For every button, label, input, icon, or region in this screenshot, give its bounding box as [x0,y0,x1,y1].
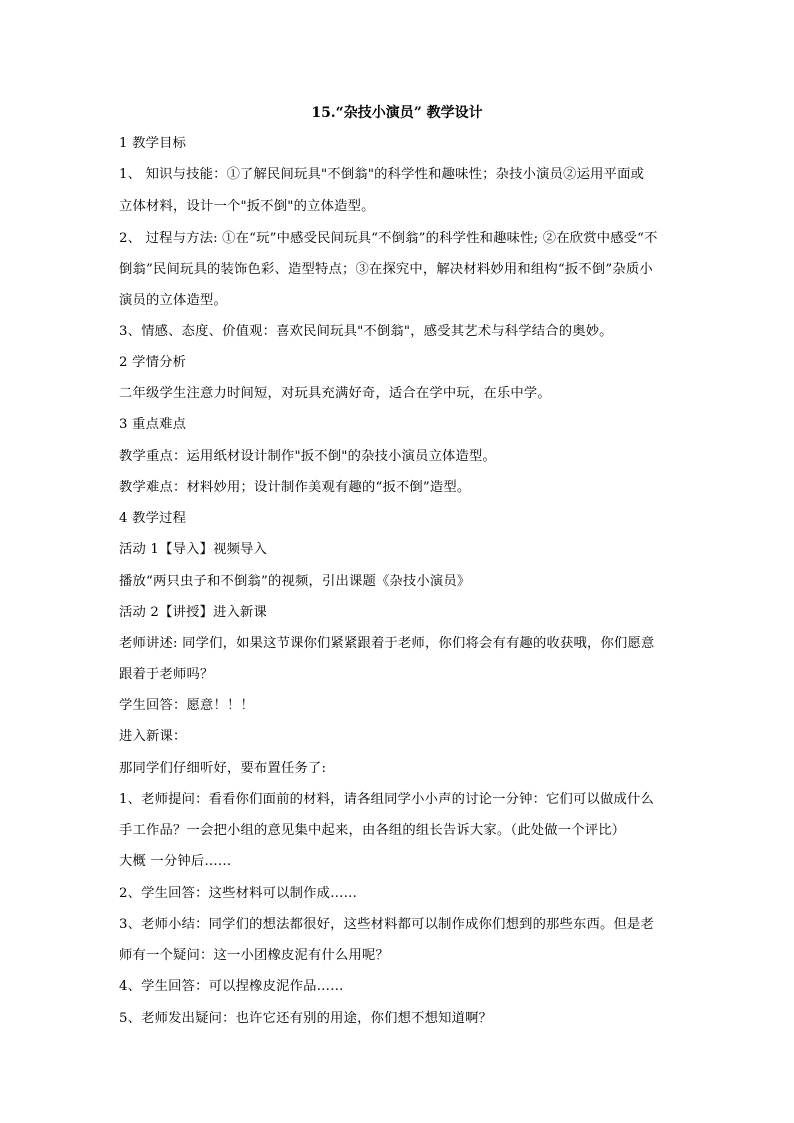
key-point-line: 教学重点：运用纸材设计制作"扳不倒"的杂技小演员立体造型。 [119,449,497,464]
new-lesson-line: 进入新课： [119,729,187,744]
objective-knowledge-line-2: 立体材料，设计一个"扳不倒"的立体造型。 [119,199,375,214]
activity-1-heading: 活动 1【导入】视频导入 [119,542,268,557]
activity-2-heading: 活动 2【讲授】进入新课 [119,605,268,620]
teacher-narration-line-2: 跟着于老师吗？ [119,667,214,682]
step-3-line-2: 师有一个疑问：这一小团橡皮泥有什么用呢？ [119,948,389,963]
section-heading-objectives: 1 教学目标 [119,136,187,151]
objective-process-line-1: 2、 过程与方法: ①在“玩”中感受民间玩具“不倒翁”的科学性和趣味性; ②在欣赏中感受“不 [119,231,658,246]
activity-1-text: 播放“两只虫子和不倒翁”的视频，引出课题《杂技小演员》 [119,574,471,589]
one-minute-later-line: 大概 一分钟后…… [119,854,232,869]
document-title: 15.“杂技小演员” 教学设计 [311,105,483,121]
difficulty-line: 教学难点：材料妙用；设计制作美观有趣的“扳不倒”造型。 [119,480,471,495]
step-1-line-2: 手工作品？一会把小组的意见集中起来，由各组的组长告诉大家。（此处做一个评比） [119,823,626,838]
objective-process-line-2: 倒翁”民间玩具的装饰色彩、造型特点；③在探究中，解决材料妙用和组构“扳不倒”杂质小 [119,262,653,277]
analysis-paragraph: 二年级学生注意力时间短，对玩具充满好奇，适合在学中玩，在乐中学。 [119,386,551,401]
step-1-line-1: 1、老师提问：看看你们面前的材料，请各组同学小小声的讨论一分钟：它们可以做成什么 [119,792,655,807]
task-intro-line: 那同学们仔细听好，要布置任务了: [119,761,327,776]
step-2-line: 2、学生回答：这些材料可以制作成…… [119,886,358,901]
student-answer-line: 学生回答：愿意！！！ [119,698,254,713]
section-heading-process: 4 教学过程 [119,511,187,526]
step-4-line: 4、学生回答：可以捏橡皮泥作品…… [119,979,344,994]
objective-process-line-3: 演员的立体造型。 [119,293,227,308]
step-3-line-1: 3、老师小结：同学们的想法都很好，这些材料都可以制作成你们想到的那些东西。但是老 [119,917,655,932]
teacher-narration-line-1: 老师讲述: 同学们，如果这节课你们紧紧跟着于老师，你们将会有有趣的收获哦，你们愿意 [119,636,655,651]
section-heading-key-points: 3 重点难点 [119,417,187,432]
objective-knowledge-line-1: 1、 知识与技能：①了解民间玩具"不倒翁"的科学性和趣味性；杂技小演员②运用平面或 [119,167,645,182]
section-heading-analysis: 2 学情分析 [119,355,187,370]
objective-emotion-line: 3、情感、态度、价值观：喜欢民间玩具"不倒翁"，感受其艺术与科学结合的奥妙。 [119,324,613,339]
step-5-line: 5、老师发出疑问：也许它还有别的用途，你们想不想知道啊？ [119,1011,493,1026]
